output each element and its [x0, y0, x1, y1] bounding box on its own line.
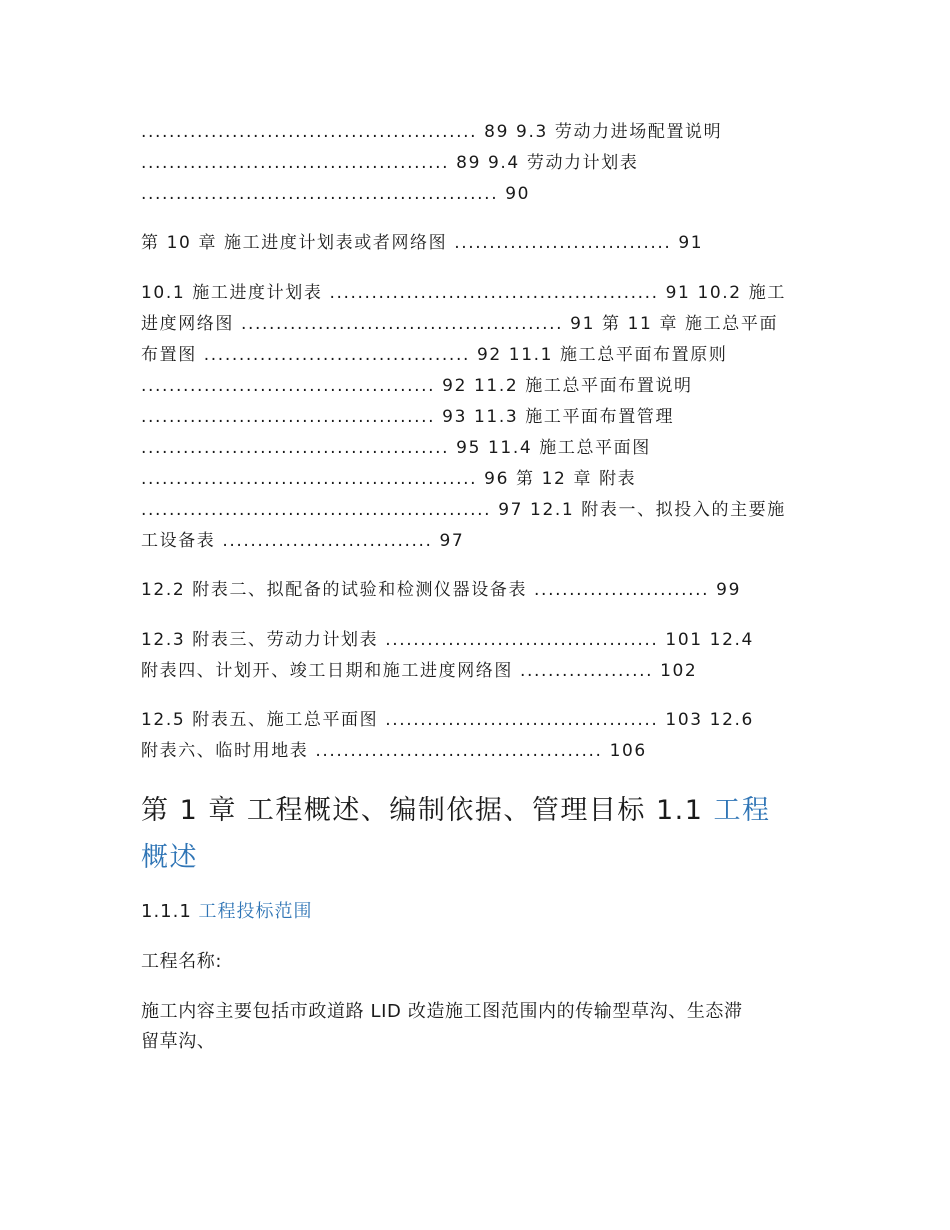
chapter-heading	[141, 794, 771, 828]
project-name-label: 工程名称:	[141, 951, 223, 972]
body-paragraph-line: 留草沟、	[141, 1031, 216, 1052]
toc-line: 布置图 ...................................... 92 11.1 施工总平面布置原则	[141, 345, 728, 365]
section-number: 1.1.1	[141, 901, 199, 922]
toc-line: 工设备表 .............................. 97	[141, 531, 465, 551]
toc-line: 12.5 附表五、施工总平面图 ....................................... 103 12.6	[141, 710, 754, 730]
toc-line: 进度网络图 .............................................. 91 第 11 章 施工总平面	[141, 314, 779, 334]
toc-line: 附表六、临时用地表 ......................................... 106	[141, 741, 647, 761]
chapter-heading-text: 第 1 章 工程概述、编制依据、管理目标 1.1	[141, 795, 714, 826]
toc-line: 12.2 附表二、拟配备的试验和检测仪器设备表 ......................... 99	[141, 580, 741, 600]
chapter-heading-link[interactable]: 工程	[713, 795, 771, 826]
section-heading	[141, 901, 313, 923]
section-title-link[interactable]: 工程投标范围	[198, 901, 313, 922]
chapter-heading-link[interactable]: 概述	[141, 842, 198, 873]
toc-line: .......................................... 92 11.2 施工总平面布置说明	[141, 376, 693, 396]
toc-line: .......................................... 93 11.3 施工平面布置管理	[141, 407, 675, 427]
chapter-heading-continuation	[141, 841, 198, 875]
body-paragraph-line: 施工内容主要包括市政道路 LID 改造施工图范围内的传输型草沟、生态滞	[141, 1001, 743, 1022]
toc-line: 10.1 施工进度计划表 ............................................... 91 10.2 施工	[141, 283, 786, 303]
toc-line: ................................................ 89 9.3 劳动力进场配置说明	[141, 122, 723, 142]
toc-line: 第 10 章 施工进度计划表或者网络图 ............................... 91	[141, 233, 704, 253]
toc-line: 12.3 附表三、劳动力计划表 ....................................... 101 12.4	[141, 630, 754, 650]
toc-line: ............................................ 89 9.4 劳动力计划表	[141, 153, 639, 173]
toc-line: ............................................ 95 11.4 施工总平面图	[141, 438, 651, 458]
toc-line: ................................................ 96 第 12 章 附表	[141, 469, 637, 489]
toc-line: 附表四、计划开、竣工日期和施工进度网络图 ................... 102	[141, 661, 698, 681]
toc-line: ................................................... 90	[141, 184, 531, 204]
toc-line: .................................................. 97 12.1 附表一、拟投入的主要施	[141, 500, 786, 520]
